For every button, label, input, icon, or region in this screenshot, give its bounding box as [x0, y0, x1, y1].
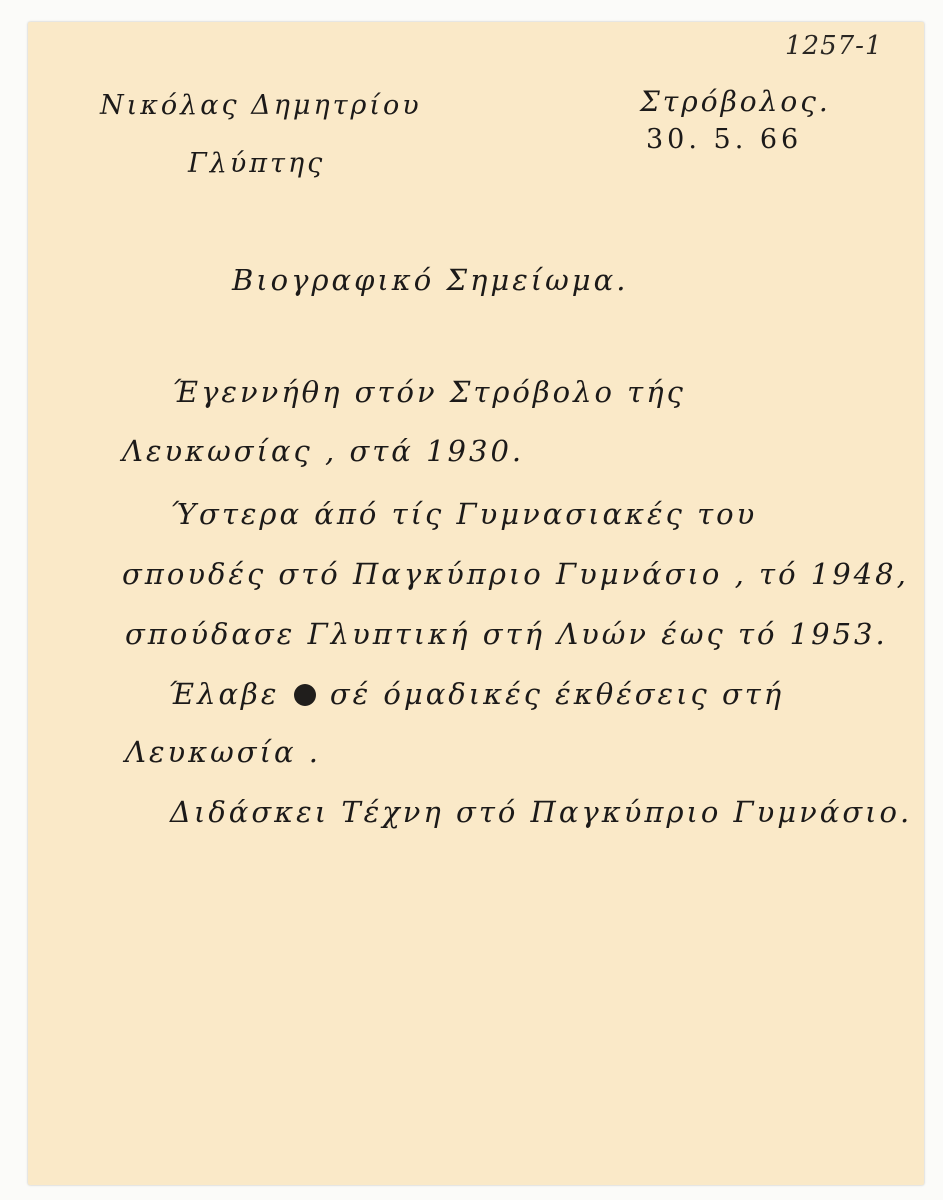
- body-line-6: [168, 677, 785, 711]
- body-line-6-rest: σέ όμαδικές έκθέσεις στή: [329, 677, 785, 711]
- body-line-8: Διδάσκει Τέχνη στό Παγκύπριο Γυμνάσιο.: [170, 795, 913, 829]
- author-profession: Γλύπτης: [188, 148, 326, 179]
- body-line-7: Λευκωσία .: [125, 735, 321, 769]
- body-line-6-lead: Έλαβε: [168, 677, 280, 711]
- body-line-1: Έγεννήθη στόν Στρόβολο τής: [172, 375, 686, 409]
- body-line-4: σπουδές στό Παγκύπριο Γυμνάσιο , τό 1948,: [122, 557, 909, 591]
- body-line-3: Ύστερα άπό τίς Γυμνασιακές του: [170, 497, 758, 531]
- place-heading: Στρόβολος.: [640, 85, 831, 118]
- body-line-2: Λευκωσίας , στά 1930.: [122, 434, 525, 468]
- letter-sheet: [28, 22, 924, 1185]
- body-line-5: σπούδασε Γλυπτική στή Λυών έως τό 1953.: [125, 617, 888, 651]
- author-name: Νικόλας Δημητρίου: [100, 90, 422, 121]
- ink-blot-icon: [294, 684, 316, 706]
- date-heading: 30. 5. 66: [646, 124, 803, 155]
- archive-number: 1257-1: [785, 31, 883, 61]
- document-title: Βιογραφικό Σημείωμα.: [232, 263, 629, 297]
